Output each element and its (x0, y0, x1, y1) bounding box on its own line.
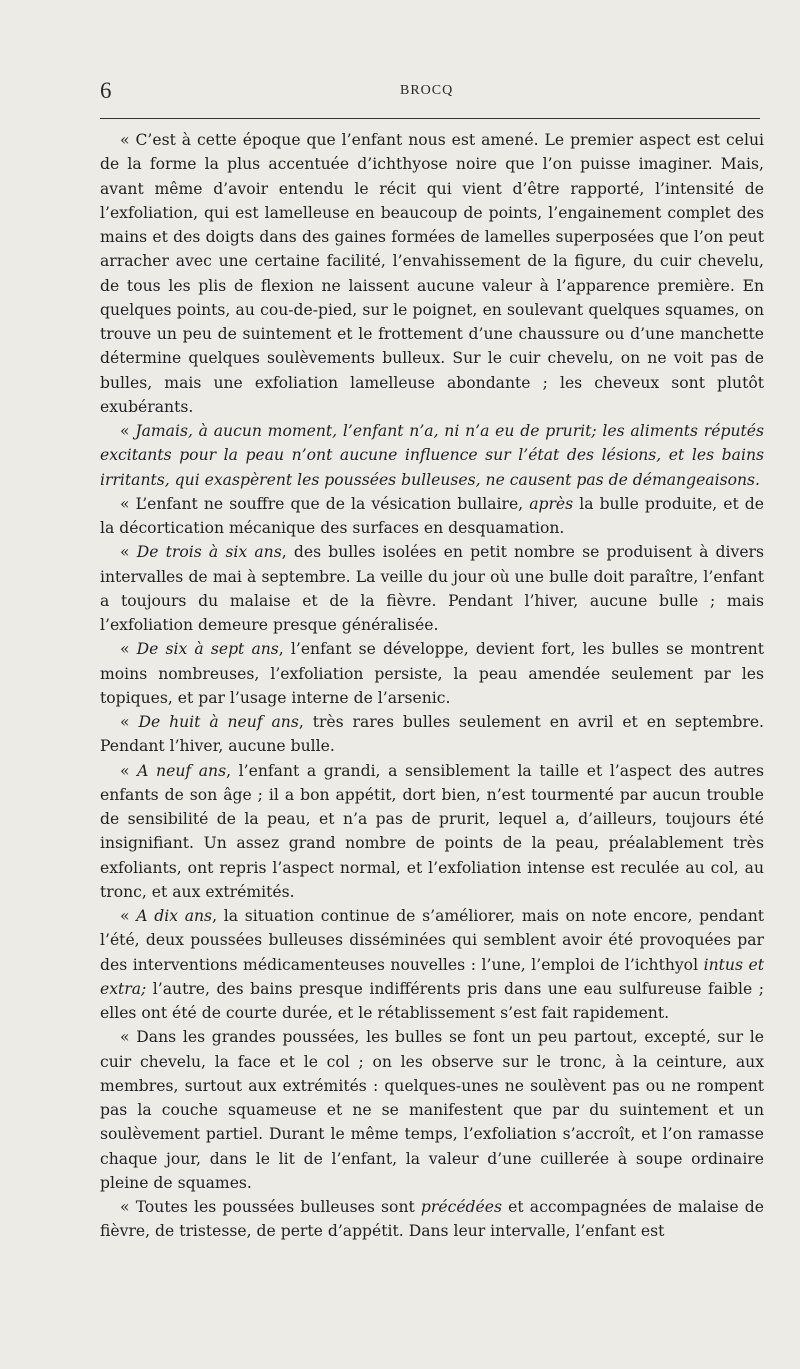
paragraph (100, 1025, 764, 1195)
text-run: , des bulles isolées en petit nombre se produisent à divers intervalles de mai à septembre. La veille du jour où une bulle doit paraître, l’enfant a toujours du malaise et de la fièvre. Pendant l’hiver, aucune bulle ; mais l’exfoliation demeure presque généralisée. (100, 543, 765, 634)
text-run: « (120, 907, 137, 925)
text-run: « (120, 422, 136, 440)
text-run: « Toutes les poussées bulleuses sont (120, 1198, 421, 1216)
text-run: , l’enfant se développe, devient fort, les bulles se montrent moins nombreuses, l’exfoliation persiste, la peau amendée seulement par les topiques, et par l’usage interne de l’arsenic. (100, 640, 764, 707)
page-number: 6 (100, 78, 112, 103)
italic-text: Jamais, à aucun moment, l’enfant n’a, ni n’a eu de prurit; les aliments réputés excitants pour la peau n’ont aucune influence sur l’état des lésions, et les bains irritants, qui exaspèrent les poussées bulleuses, ne causent pas de démangeaisons. (100, 422, 764, 489)
italic-text: A dix ans (136, 907, 213, 925)
text-run: , la situation continue de s’améliorer, mais on note encore, pendant l’été, deux poussées bulleuses disséminées qui semblent avoir été provoquées par des interventions médicamenteuses nouvelles : l’une, l’emploi de l’ichthyol (100, 907, 765, 974)
text-run: l’autre, des bains presque indifférents pris dans une eau sulfureuse faible ; elles ont été de courte durée, et le rétablissement s’est fait rapidement. (100, 979, 764, 1022)
text-run: « (120, 543, 137, 562)
text-run: la bulle produite, et de la décortication mécanique des surfaces en desquamation. (100, 494, 764, 537)
paragraph (100, 492, 764, 541)
italic-text: De six à sept ans (136, 640, 279, 659)
paragraph (100, 540, 764, 637)
italic-text: après (529, 494, 574, 513)
body-text (100, 128, 764, 1244)
italic-text: précédées (420, 1198, 502, 1216)
paragraph (100, 710, 764, 759)
text-run: , très rares bulles seulement en avril et en septembre. Pendant l’hiver, aucune bulle. (100, 713, 764, 756)
text-run: « (120, 713, 139, 731)
text-run: , l’enfant a grandi, a sensiblement la taille et l’aspect des autres enfants de son âge ; il a bon appétit, dort bien, n’est tourmenté par aucun trouble de sensibilité de la peau, et n’a pas de prurit, lequel a, d’ailleurs, toujours été insignifiant. Un assez grand nombre de points de la peau, préalablement très exfoliants, ont repris l’aspect normal, et l’exfoliation intense est reculée au col, au tronc, et aux extrémités. (100, 761, 765, 901)
paragraph (100, 419, 764, 492)
text-run: « (120, 640, 137, 659)
text-run: « L’enfant ne souffre que de la vésication bullaire, (120, 494, 530, 513)
italic-text: intus et extra; (100, 955, 764, 998)
text-run: « C’est à cette époque que l’enfant nous est amené. Le premier aspect est celui de la forme la plus accentuée d’ichthyose noire que l’on puisse imaginer. Mais, avant même d’avoir entendu le récit qui vient d’être rapporté, l’intensité de l’exfoliation, qui est lamelleuse en beaucoup de points, l’engainement complet des mains et des doigts dans des gaines formées de lamelles superposées que l’on peut arracher avec une certaine facilité, l’envahissement de la figure, du cuir chevelu, de tous les plis de flexion ne laissent aucune valeur à l’apparence première. En quelques points, au cou-de-pied, sur le poignet, en soulevant quelques squames, on trouve un peu de suintement et le frottement d’une chaussure ou d’une manchette détermine quelques soulèvements bulleux. Sur le cuir chevelu, on ne voit pas de bulles, mais une exfoliation lamelleuse abondante ; les cheveux sont plutôt exubérants. (100, 131, 764, 416)
page-header (100, 78, 762, 106)
paragraph (100, 128, 764, 419)
text-run: « (120, 761, 138, 780)
text-run: « Dans les grandes poussées, les bulles se font un peu partout, excepté, sur le cuir chevelu, la face et le col ; on les observe sur le tronc, à la ceinture, aux membres, surtout aux extrémités : quelques-unes ne soulèvent pas ou ne rompent pas la couche squameuse et ne se manifestent que par du suintement et un soulèvement partiel. Durant le même temps, l’exfoliation s’accroît, et l’on ramasse chaque jour, dans le lit de l’enfant, la valeur d’une cuillerée à soupe ordinaire pleine de squames. (100, 1028, 764, 1192)
paragraph (100, 637, 764, 710)
italic-text: A neuf ans (137, 761, 227, 780)
italic-text: De huit à neuf ans (138, 713, 299, 731)
paragraph (100, 1195, 764, 1244)
italic-text: De trois à six ans (136, 543, 282, 562)
text-run: et accompagnées de malaise de fièvre, de tristesse, de perte d’appétit. Dans leur intervalle, l’enfant est (100, 1198, 764, 1241)
paragraph (100, 904, 764, 1025)
paragraph (100, 759, 764, 905)
header-rule (100, 118, 760, 119)
running-head: BROCQ (400, 83, 454, 98)
